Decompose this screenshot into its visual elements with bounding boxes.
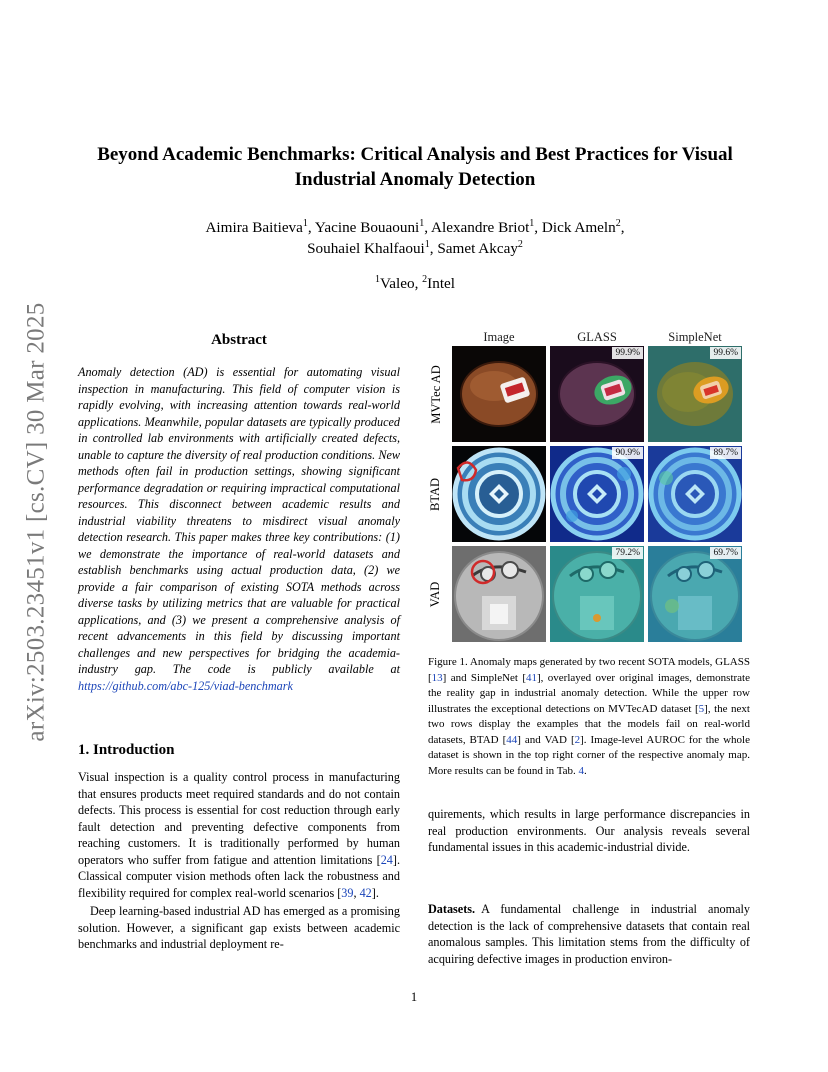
affiliation-marker: 2 [615, 217, 621, 229]
row-label-text: VAD [428, 581, 443, 607]
simplenet-auroc-score: 89.7% [710, 447, 741, 459]
vad-glass-anomaly-map [550, 546, 644, 642]
citation-link[interactable]: 13 [431, 671, 443, 684]
simplenet-auroc-score: 69.7% [710, 547, 741, 559]
author-name: , Alexandre Briot [424, 219, 530, 236]
caption-text: Figure 1. Anomaly maps generated by two recent SOTA models, GLASS [ [428, 656, 750, 684]
vad-simplenet-anomaly-map [648, 546, 742, 642]
citation-link[interactable]: 44 [506, 733, 518, 746]
figure-column-header: GLASS [577, 330, 617, 344]
citation-link[interactable]: 24 [380, 852, 393, 867]
glass-auroc-score: 99.9% [612, 347, 643, 359]
btad-glass-anomaly-map [550, 446, 644, 542]
figure-row-label [420, 346, 452, 442]
affiliation-marker: 2 [422, 273, 428, 285]
row-label-text: MVTec AD [428, 364, 443, 424]
author-name: , Yacine Bouaouni [307, 219, 420, 236]
affiliation-marker: 1 [302, 217, 308, 229]
caption-text: ]. Image-level AUROC for the whole dataset is shown in the top right corner of the respective anomaly map. More results can be found in Tab. [428, 733, 750, 777]
author-name: , Dick Ameln [534, 219, 616, 236]
intro-text: ]. Classical computer vision methods often lack the robustness and flexibility required for complex real-world scenarios [ [78, 852, 400, 900]
abstract-body [78, 364, 400, 694]
btad-original-image [452, 446, 546, 542]
btad-simplenet-anomaly-map [648, 446, 742, 542]
figure-column-header: Image [483, 330, 515, 344]
right-column-paragraph: quirements, which results in large performance discrepancies in real production environments. Our analysis reveals several fundamental issues in this academic-industrial divide. [428, 807, 750, 854]
affiliation-marker: 1 [529, 217, 535, 229]
author-name: Aimira Baitieva [205, 219, 303, 236]
code-repository-link[interactable]: https://github.com/abc-125/viad-benchmark [78, 678, 293, 693]
mvtec-simplenet-anomaly-map [648, 346, 742, 442]
table-reference-link[interactable]: 4 [578, 764, 585, 777]
affiliation-name: Valeo, [379, 275, 423, 292]
mvtec-glass-anomaly-map [550, 346, 644, 442]
figure-column-header: SimpleNet [668, 330, 722, 344]
arxiv-identifier-stamp [22, 282, 52, 762]
intro-text: ]. [371, 885, 379, 900]
intro-paragraph-1 [78, 769, 400, 901]
citation-link[interactable]: 42 [359, 885, 372, 900]
caption-text: ], the next two rows display the examples that the models fail on real-world datasets, BTAD [ [428, 702, 750, 746]
affiliation-marker: 1 [374, 273, 380, 285]
citation-link[interactable]: 41 [526, 671, 537, 684]
abstract-text: Anomaly detection (AD) is essential for automating visual inspection in manufacturing. This field of computer vision is rapidly evolving, with increasing attention towards real-world applications. Meanwhile, popular datasets are typically produced in controlled lab environments with artificially created defects, unable to capture the diversity of real production conditions. New methods often fail in production settings, showing significant performance degradation or requiring impractical computational resources. This disconnect between academic results and industrial viability threatens to misdirect visual anomaly detection research. This paper makes three key contributions: (1) we demonstrate the importance of real-world datasets and establish benchmarks using actual production data, (2) we provide a fair comparison of existing SOTA methods across diverse tasks by utilizing metrics that are valuable for practical applications, and (3) we present a comprehensive analysis of recent advancements in this field by discussing important challenges and new perspectives for bridging the academia-industry gap. The code is publicly available at [78, 365, 400, 676]
author-name: , Samet Akcay [429, 240, 518, 257]
caption-text: ], overlayed over original images, demonstrate the reality gap in industrial anomaly detection. While the upper row illustrates the exceptional detections on MVTecAD dataset [ [428, 671, 750, 715]
section-heading-introduction: 1. Introduction [78, 742, 175, 758]
page-number: 1 [410, 990, 418, 1004]
glass-auroc-score: 90.9% [612, 447, 643, 459]
introduction-body [78, 769, 400, 953]
caption-text: . [584, 764, 587, 777]
intro-paragraph-2: Deep learning-based industrial AD has emerged as a promising solution. However, a significant gap exists between academic benchmarks and industrial deployment re- [78, 904, 400, 951]
affiliation-marker: 1 [424, 238, 430, 250]
figure-row-label [420, 546, 452, 642]
vad-original-image [452, 546, 546, 642]
simplenet-auroc-score: 99.6% [710, 347, 741, 359]
citation-link[interactable]: 39 [341, 885, 354, 900]
paper-title: Beyond Academic Benchmarks: Critical Analysis and Best Practices for Visual Industrial Anomaly Detection [97, 144, 733, 190]
intro-text: Visual inspection is a quality control process in manufacturing that ensures products meet required standards and do not contain defects. This process is essential for cost reduction through early fault detection and preventing defective components from reaching customers. It is traditionally performed by human operators who suffer from fatigue and attention limitations [ [78, 770, 400, 867]
citation-link[interactable]: 5 [698, 702, 705, 715]
datasets-text: A fundamental challenge in industrial anomaly detection is the lack of comprehensive datasets that contain real anomalous samples. This limitation stems from the difficulty of acquiring defective images in production environ- [428, 902, 750, 966]
figure-caption [428, 655, 750, 779]
affiliation-marker: 2 [517, 238, 523, 250]
glass-auroc-score: 79.2% [612, 547, 643, 559]
caption-text: ] and VAD [ [517, 733, 575, 746]
abstract-heading: Abstract [211, 332, 267, 348]
author-separator: , [620, 219, 625, 236]
citation-link[interactable]: 2 [574, 733, 581, 746]
arxiv-identifier-text: arXiv:2503.23451v1 [cs.CV] 30 Mar 2025 [23, 302, 50, 742]
datasets-paragraph [428, 901, 750, 967]
affiliation-name: Intel [427, 275, 456, 292]
paragraph-heading-datasets: Datasets. [428, 902, 476, 916]
caption-text: ] and SimpleNet [ [442, 671, 526, 684]
intro-text: , [353, 885, 360, 900]
author-name: Souhaiel Khalfaoui [307, 240, 425, 257]
mvtec-original-image [452, 346, 546, 442]
author-list [80, 217, 750, 259]
affiliation-marker: 1 [419, 217, 425, 229]
figure-row-label [420, 446, 452, 542]
affiliations [80, 275, 750, 293]
row-label-text: BTAD [428, 477, 443, 511]
